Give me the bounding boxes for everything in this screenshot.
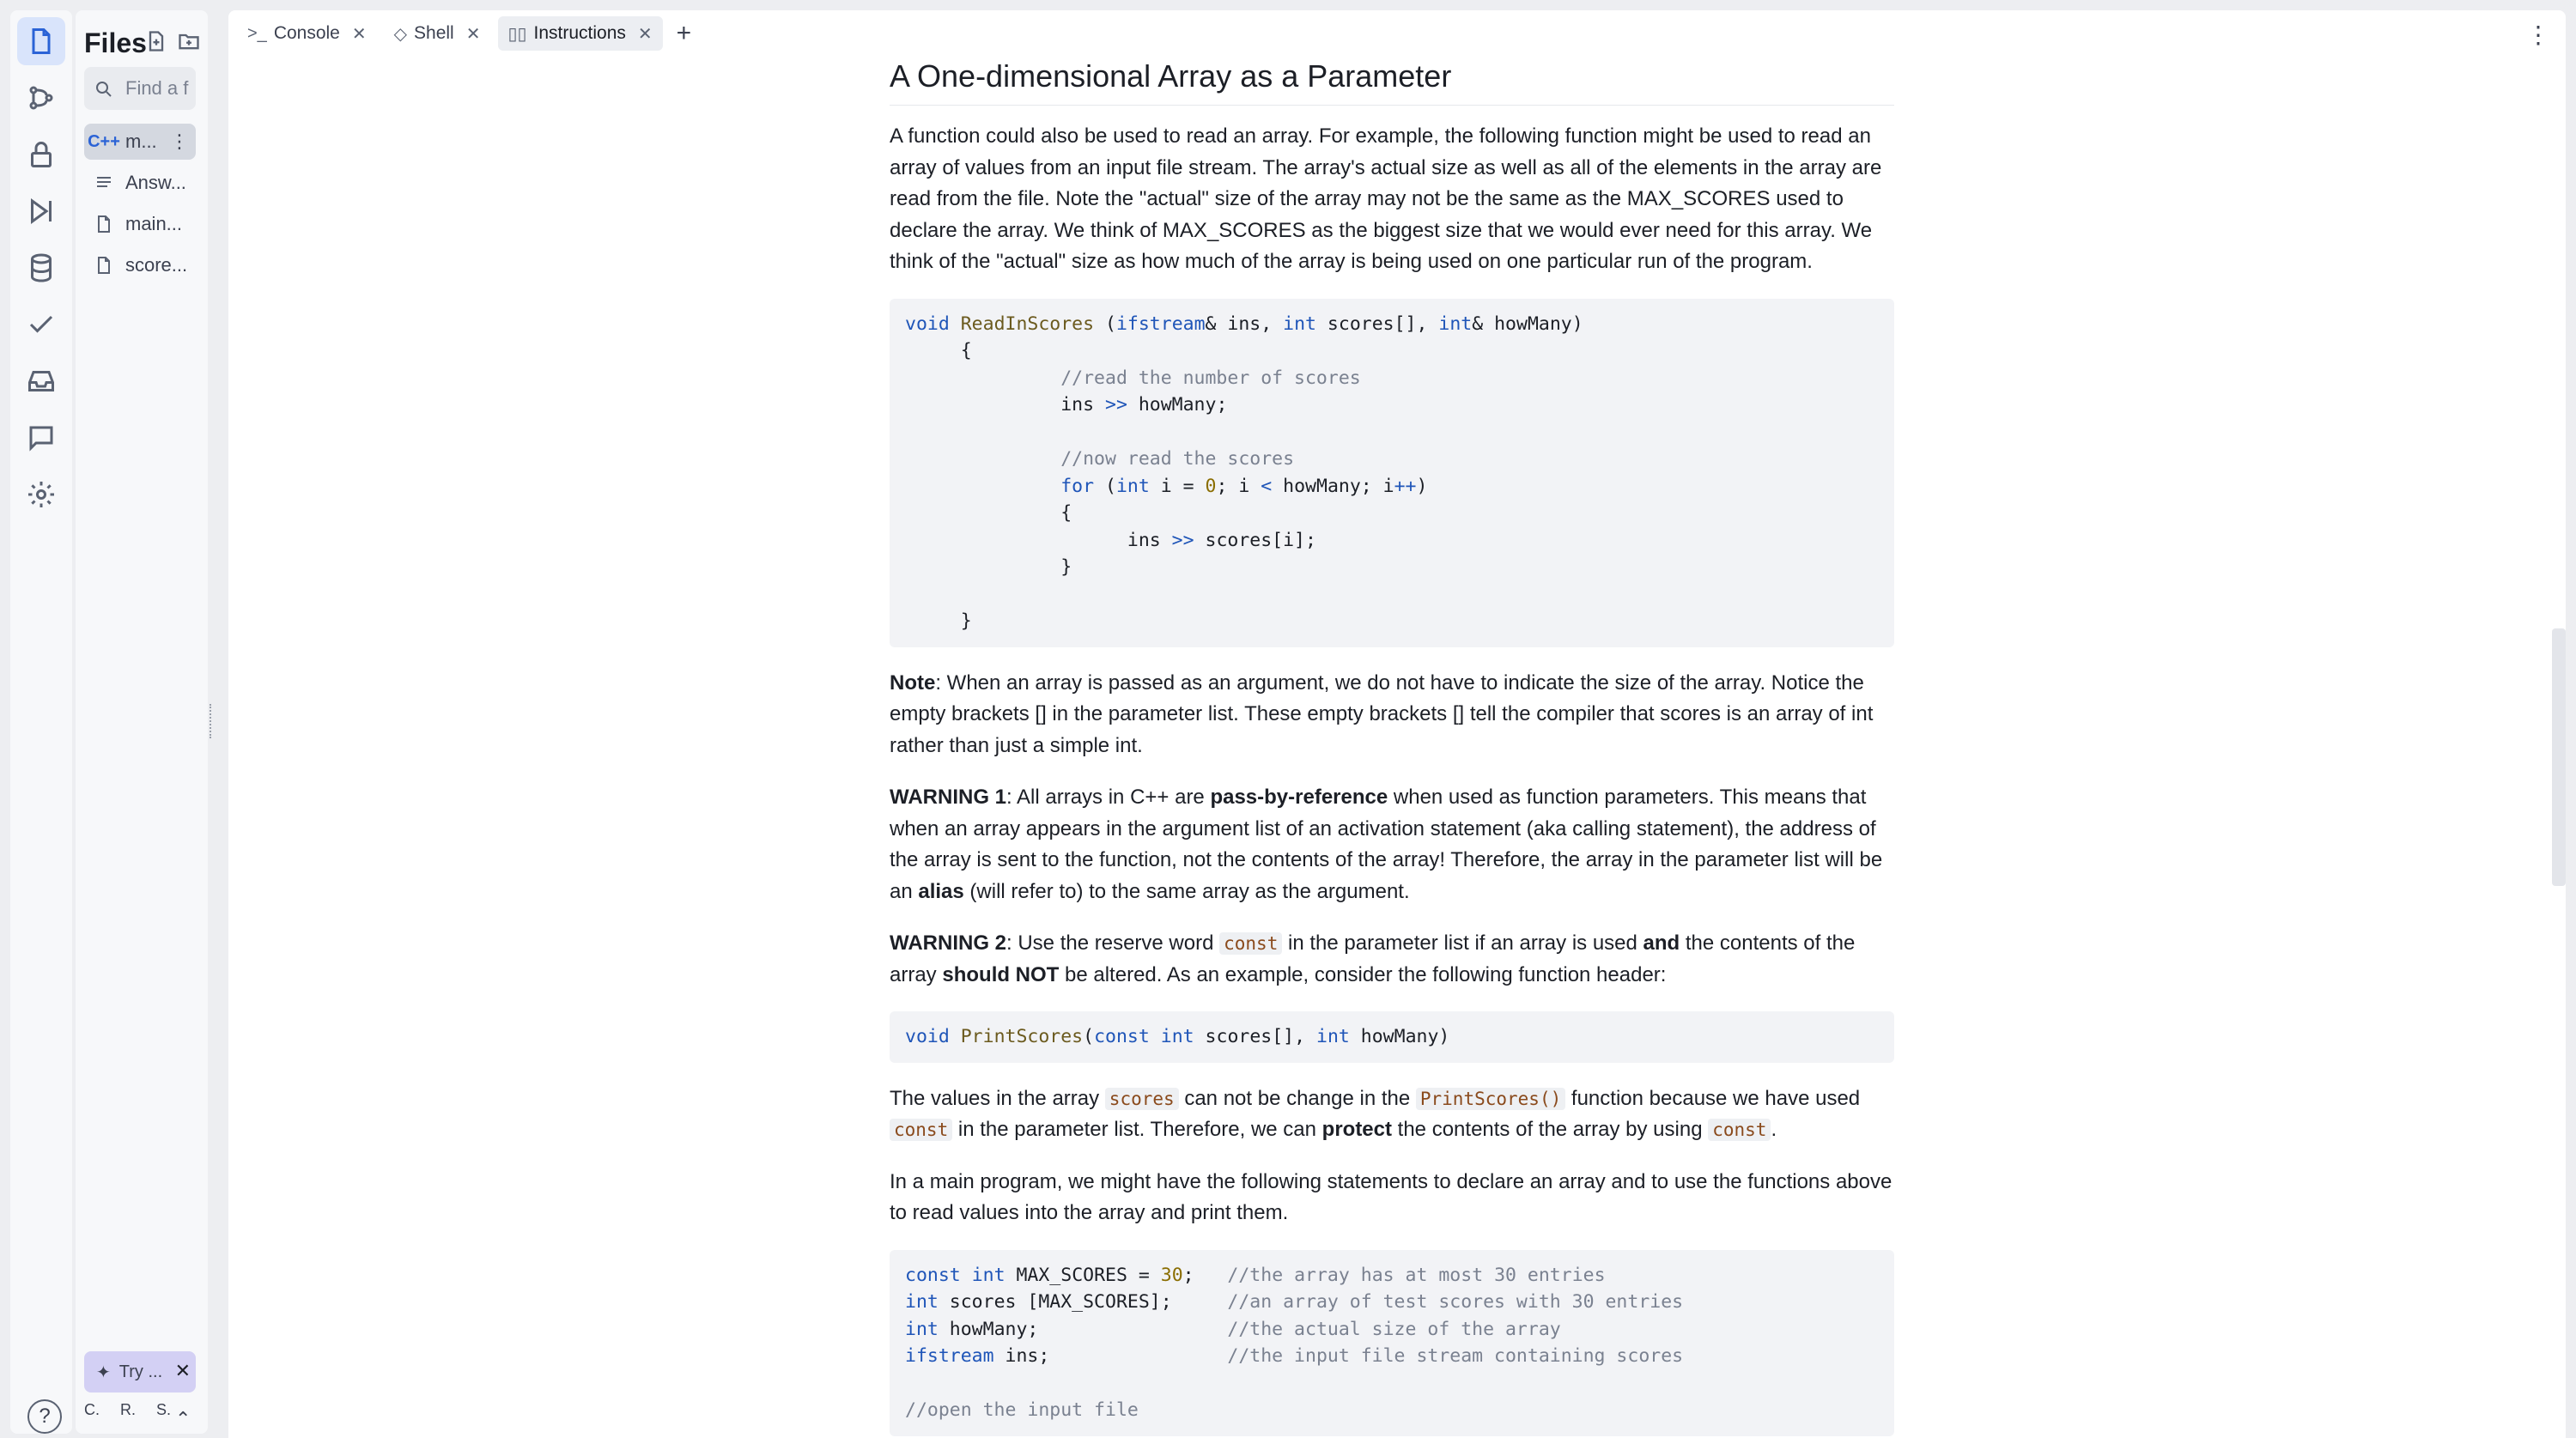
text-span: when used as function parameters. This means that when an array appears in the argument list of an activation statement (aka calling statement), the address of the array is sent to the function, not the contents of the array! Therefore, the array in the parameter list will be an bbox=[890, 786, 1883, 903]
file-search-placeholder: Find a f bbox=[125, 77, 189, 99]
text-span: the contents of the array bbox=[890, 931, 1856, 986]
check-icon[interactable] bbox=[17, 300, 65, 349]
close-icon[interactable]: ✕ bbox=[174, 1360, 191, 1381]
inline-code: scores bbox=[1105, 1088, 1179, 1110]
add-tab-button[interactable]: + bbox=[676, 19, 692, 47]
chevron-up-icon[interactable]: ⌃ bbox=[175, 1408, 191, 1429]
files-actions bbox=[144, 29, 201, 53]
text-span: the contents of the array by using bbox=[1392, 1118, 1709, 1141]
files-panel bbox=[76, 10, 208, 1434]
new-file-icon[interactable] bbox=[144, 29, 168, 53]
note-text: : When an array is passed as an argument, we do not have to indicate the size of the array. Notice the empty brackets [] in the parameter list. These empty brackets [] tell the compiler that scores is an array of int rather than just a simple int. bbox=[890, 670, 1874, 757]
tab-label: Console bbox=[273, 23, 340, 43]
run-icon[interactable] bbox=[17, 187, 65, 235]
code-block-printscores: void PrintScores(const int scores[], int howMany) bbox=[890, 1011, 1894, 1063]
help-label: ? bbox=[39, 1405, 51, 1428]
git-icon[interactable] bbox=[17, 74, 65, 122]
tab-label: Shell bbox=[414, 23, 454, 43]
values-paragraph bbox=[890, 1083, 1894, 1146]
help-button[interactable] bbox=[27, 1399, 62, 1434]
panel-resize-handle[interactable] bbox=[210, 704, 215, 738]
file-item-scores[interactable] bbox=[84, 247, 196, 283]
inline-code: const bbox=[1708, 1119, 1771, 1141]
tool-s[interactable]: S. bbox=[156, 1401, 172, 1418]
inline-code: PrintScores() bbox=[1416, 1088, 1565, 1110]
text-span: in the parameter list. Therefore, we can bbox=[952, 1118, 1322, 1141]
file-item-answers[interactable] bbox=[84, 165, 196, 201]
code-block-main: const int MAX_SCORES = 30; //the array has at most 30 entries int scores [MAX_SCORES]; //an array of test scores with 30 entries int howMany; //the actual size of the array ifstream ins; //the input file stream containing scores //open the input file bbox=[890, 1250, 1894, 1436]
bold-span: and bbox=[1643, 931, 1680, 955]
tab-instructions[interactable] bbox=[498, 16, 663, 51]
close-icon[interactable]: ✕ bbox=[465, 24, 481, 44]
text-file-icon bbox=[93, 172, 115, 194]
inline-code: const bbox=[1219, 932, 1282, 955]
try-banner[interactable] bbox=[84, 1351, 196, 1392]
text-span: in the parameter list if an array is used bbox=[1282, 931, 1643, 955]
section-heading: A One-dimensional Array as a Parameter bbox=[890, 57, 1894, 106]
tab-label: Instructions bbox=[533, 23, 626, 43]
file-search-input[interactable] bbox=[84, 67, 196, 110]
tab-bar bbox=[228, 10, 2566, 57]
console-icon: >_ bbox=[247, 23, 267, 43]
text-span: (will refer to) to the same array as the argument. bbox=[963, 879, 1410, 903]
text-span: : All arrays in C++ are bbox=[1006, 786, 1211, 809]
warning2-label: WARNING 2 bbox=[890, 931, 1007, 955]
close-icon[interactable]: ✕ bbox=[351, 24, 367, 44]
text-span: can not be change in the bbox=[1178, 1086, 1416, 1110]
file-item-cpp[interactable] bbox=[84, 124, 196, 160]
try-label: Try ... bbox=[118, 1362, 163, 1381]
database-icon[interactable] bbox=[17, 244, 65, 292]
file-icon bbox=[93, 254, 115, 276]
activity-rail bbox=[10, 10, 72, 1434]
main-program-paragraph: In a main program, we might have the following statements to declare an array and to use the functions above to read values into the array and print them. bbox=[890, 1169, 1893, 1224]
shell-icon: ◇ bbox=[393, 24, 408, 44]
file-name: main... bbox=[125, 213, 183, 234]
text-span: be altered. As an example, consider the following function header: bbox=[1059, 962, 1667, 986]
close-icon[interactable]: ✕ bbox=[637, 24, 653, 44]
tool-c[interactable]: C. bbox=[84, 1401, 100, 1418]
inline-code: const bbox=[890, 1119, 952, 1141]
tab-console[interactable] bbox=[237, 16, 377, 51]
cpp-file-icon: C++ bbox=[88, 131, 120, 151]
chat-icon[interactable] bbox=[17, 414, 65, 462]
scrollbar[interactable] bbox=[2552, 628, 2566, 886]
code-block-readinscores: void ReadInScores (ifstream& ins, int scores[], int& howMany) { //read the number of scores ins >> howMany; //now read the scores for (int i = 0; i < howMany; i++) { ins >> scores[i]; } } bbox=[890, 299, 1894, 647]
warning2-paragraph bbox=[890, 928, 1894, 991]
file-name: score... bbox=[125, 254, 188, 276]
inbox-icon[interactable] bbox=[17, 357, 65, 405]
text-span: function because we have used bbox=[1565, 1086, 1861, 1110]
tab-shell[interactable] bbox=[384, 16, 491, 51]
instructions-document bbox=[890, 57, 1894, 1438]
sparkle-icon: ✦ bbox=[96, 1362, 111, 1382]
lock-icon[interactable] bbox=[17, 130, 65, 179]
warning1-paragraph bbox=[890, 782, 1894, 907]
search-icon bbox=[93, 78, 113, 99]
text-span: The values in the array bbox=[890, 1086, 1105, 1110]
bold-span: pass-by-reference bbox=[1210, 786, 1388, 809]
text-span: : Use the reserve word bbox=[1006, 931, 1220, 955]
file-menu-icon[interactable]: ⋮ bbox=[170, 130, 189, 152]
bold-span: alias bbox=[918, 879, 964, 903]
text-span: . bbox=[1771, 1118, 1777, 1141]
new-folder-icon[interactable] bbox=[177, 29, 201, 53]
file-name: m... bbox=[125, 130, 157, 152]
note-label: Note bbox=[890, 670, 936, 695]
main-pane bbox=[228, 10, 2566, 1438]
settings-gear-icon[interactable] bbox=[17, 470, 65, 519]
file-name: Answ... bbox=[125, 172, 186, 193]
book-icon: ▯▯ bbox=[507, 24, 527, 44]
files-title: Files bbox=[84, 27, 147, 58]
bottom-tools bbox=[84, 1401, 171, 1419]
note-paragraph bbox=[890, 668, 1894, 762]
intro-paragraph: A function could also be used to read an array. For example, the following function might be used to read an array of values from an input file stream. The array's actual size as well as all of the elements in the array are read from the file. Note the "actual" size of the array may not be the same as the MAX_SCORES used to declare the array. We think of MAX_SCORES as the biggest size that we would ever need for this array. We think of the "actual" size as how much of the array is being used on one particular run of the program. bbox=[890, 124, 1882, 273]
file-item-main[interactable] bbox=[84, 206, 196, 242]
warning1-label: WARNING 1 bbox=[890, 786, 1007, 809]
file-icon bbox=[93, 213, 115, 235]
bold-span: should NOT bbox=[942, 962, 1060, 986]
tool-r[interactable]: R. bbox=[120, 1401, 136, 1418]
bold-span: protect bbox=[1321, 1118, 1392, 1141]
more-options-icon[interactable]: ⋮ bbox=[2526, 21, 2550, 48]
files-icon[interactable] bbox=[17, 17, 65, 65]
